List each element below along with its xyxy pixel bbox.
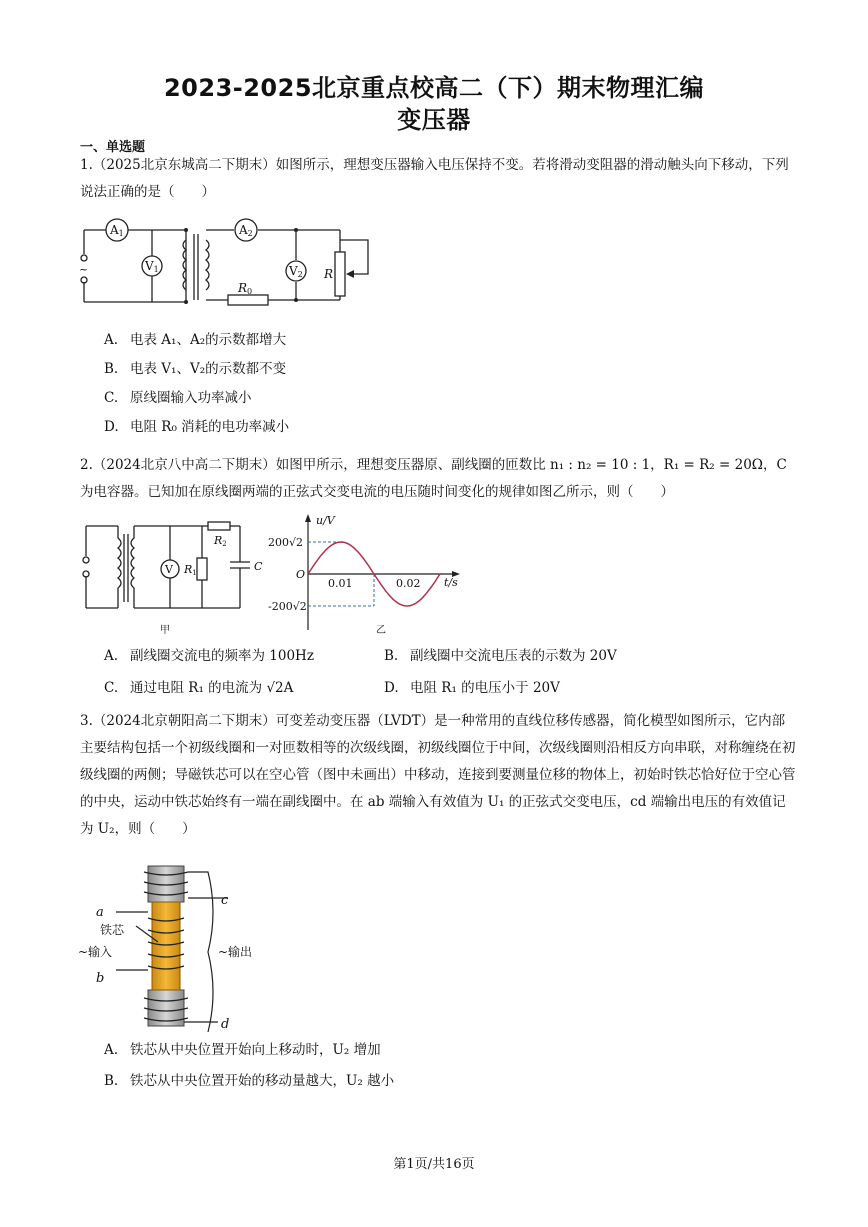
figure-caption-jia: 甲 [160,625,170,636]
resistor-r1-label: R1 [184,563,197,577]
option-letter: A. [104,1042,119,1058]
option-text: 电阻 R₁ 的电压小于 20V [410,680,560,696]
q1-circuit-figure [78,212,378,312]
option-letter: A. [104,332,119,348]
q2-option-b[interactable] [384,646,617,666]
option-letter: D. [384,680,399,696]
resistor-r0-label: R0 [238,281,253,296]
option-text: 电表 V₁、V₂的示数都不变 [130,361,287,377]
q2-circuit-figure-jia [78,512,268,637]
resistor-r2-label: R2 [214,534,227,548]
q1-option-b[interactable] [104,359,286,379]
resistor-r-label: R [324,267,334,281]
option-text: 电阻 R₀ 消耗的电功率减小 [130,419,290,435]
document-title: 2023-2025北京重点校高二（下）期末物理汇编 [163,74,705,102]
option-letter: B. [384,648,399,664]
terminal-d-label: d [221,1017,230,1032]
y-tick-min: -200√2 [268,600,307,613]
q2-option-a[interactable] [104,646,314,666]
q2-voltage-chart-yi [268,512,473,637]
option-letter: B. [104,361,119,377]
y-axis-label: u/V [316,514,335,527]
voltmeter-v-label: V [165,563,173,576]
option-letter: B. [104,1073,119,1089]
option-text: 铁芯从中央位置开始向上移动时，U₂ 增加 [130,1042,381,1058]
q3-option-a[interactable] [104,1040,381,1060]
q2-option-d[interactable] [384,678,560,698]
document-subtitle: 变压器 [397,106,471,134]
ammeter-a1-label: A1 [110,223,124,238]
x-axis-label: t/s [444,576,458,589]
iron-core-label: 铁芯 [100,923,125,937]
section-heading: 一、单选题 [80,140,146,155]
question-2-text: 2.（2024北京八中高二下期末）如图甲所示，理想变压器原、副线圈的匝数比 n₁ : n₂ = 10 : 1，R₁ = R₂ = 20Ω，C 为电容器。已知加在原线圈两端的正弦式交变电流的电压随时间变化的规律如图乙所示，则（ ） [80,457,787,500]
question-1-text: 1.（2025北京东城高二下期末）如图所示，理想变压器输入电压保持不变。若将滑动变阻器的滑动触头向下移动，下列说法正确的是（ ） [80,157,789,200]
q1-option-a[interactable] [104,330,286,350]
option-letter: D. [104,419,119,435]
option-text: 副线圈中交流电压表的示数为 20V [410,648,617,664]
q1-option-d[interactable] [104,417,289,437]
ammeter-a2-label: A2 [239,223,253,238]
option-text: 通过电阻 R₁ 的电流为 √2A [130,680,294,696]
option-letter: A. [104,648,119,664]
option-letter: C. [104,680,119,696]
q1-option-c[interactable] [104,388,252,408]
page-footer: 第1页/共16页 [393,1157,475,1172]
origin-label: O [296,568,306,581]
terminal-a-label: a [96,905,104,920]
y-tick-max: 200√2 [268,536,304,549]
voltmeter-v1-label: V1 [145,259,159,274]
q2-option-c[interactable] [104,678,293,698]
x-tick-002: 0.02 [396,577,421,590]
option-text: 原线圈输入功率减小 [130,390,252,406]
capacitor-c-label: C [254,560,263,573]
option-text: 电表 A₁、A₂的示数都增大 [130,332,287,348]
voltmeter-v2-label: V2 [289,264,303,279]
option-text: 副线圈交流电的频率为 100Hz [130,648,314,664]
x-tick-001: 0.01 [328,577,353,590]
q3-lvdt-figure [78,862,278,1034]
option-letter: C. [104,390,119,406]
question-3-text: 3.（2024北京朝阳高二下期末）可变差动变压器（LVDT）是一种常用的直线位移传感器，简化模型如图所示，它内部主要结构包括一个初级线圈和一对匝数相等的次级线圈，初级线圈位于中间，次级线圈则沿相反方向串联，对称缠绕在初级线圈的两侧；导磁铁芯可以在空心管（图中未画出）中移动，连接到要测量位移的物体上，初始时铁芯恰好位于空心管的中央，运动中铁芯始终有一端在副线圈中。在 ab 端输入有效值为 U₁ 的正弦式交变电压，cd 端输出电压的有效值记为 U₂，则（ ） [80,713,796,837]
terminal-b-label: b [96,971,105,986]
input-label: ~输入 [78,945,113,959]
q3-option-b[interactable] [104,1071,394,1091]
figure-caption-yi: 乙 [376,625,386,636]
option-text: 铁芯从中央位置开始的移动量越大，U₂ 越小 [130,1073,395,1089]
output-label: ~输出 [218,945,253,959]
terminal-c-label: c [221,893,229,908]
ac-source-symbol: ~ [79,263,89,276]
